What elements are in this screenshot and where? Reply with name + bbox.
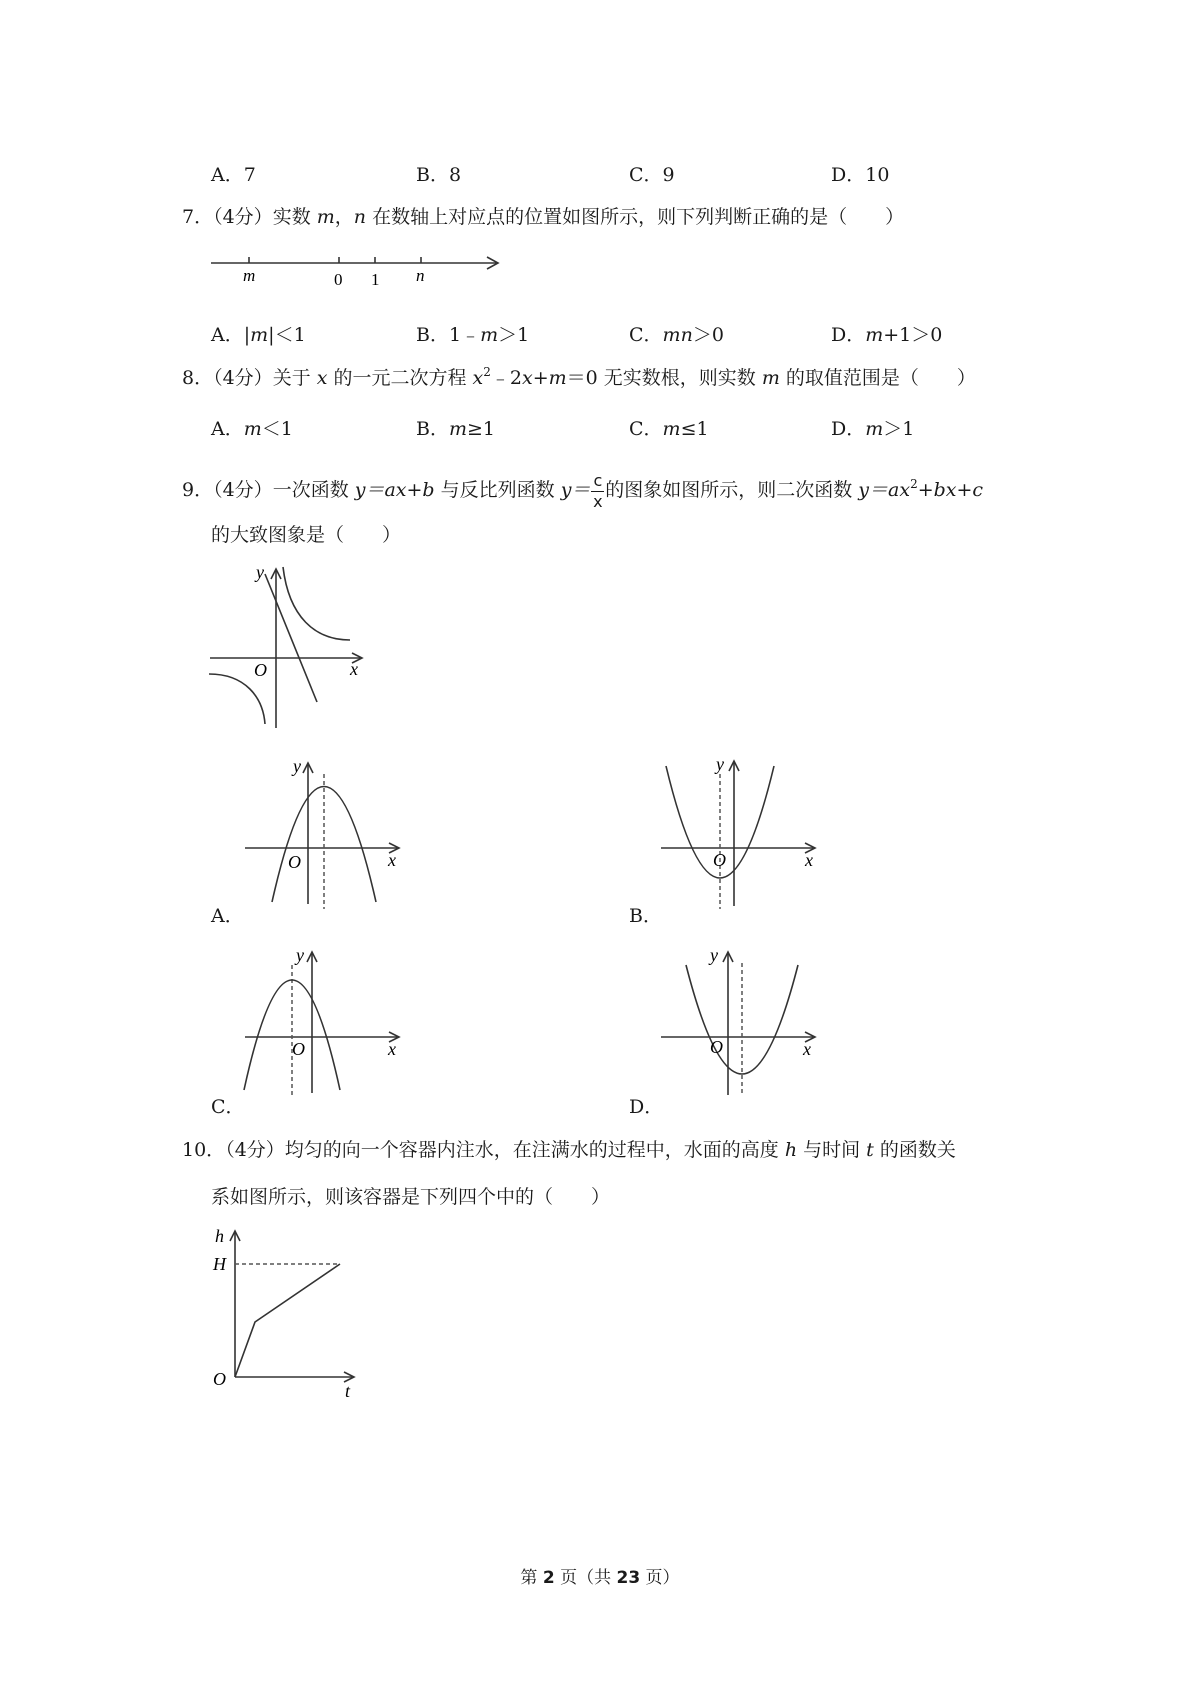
q8-score: （4分） <box>213 367 273 389</box>
q9-fraction <box>591 470 604 511</box>
q9-quadratic-function: y＝ax <box>858 479 911 501</box>
q8-eq-part: + <box>532 367 549 389</box>
option-prefix: B． <box>416 418 449 440</box>
origin-label: O <box>292 1039 305 1059</box>
q9-option-c-label: C． <box>211 1096 245 1118</box>
q9-main-figure <box>205 562 375 732</box>
q8-option-a <box>211 414 293 441</box>
x-label: x <box>803 1039 811 1059</box>
q8-eq-exponent: 2 <box>483 365 491 379</box>
q9-stem <box>182 464 983 510</box>
option-var: m <box>250 324 269 346</box>
option-expr: 1﹣ <box>448 324 481 346</box>
origin-label: O <box>710 1037 723 1057</box>
q9-stem-part: 一次函数 <box>272 479 355 501</box>
q8-var-x: x <box>316 367 328 389</box>
option-prefix: B． <box>416 324 449 346</box>
q9-stem-line2: 的大致图象是（ ） <box>211 524 402 546</box>
q6-option-a: A．7 <box>211 164 256 186</box>
y-label: y <box>716 754 724 774</box>
q7-option-c <box>629 320 724 347</box>
label-0: 0 <box>334 270 343 289</box>
q9-inverse-function: y＝ <box>560 479 591 501</box>
option-rel: ≤1 <box>680 418 709 440</box>
option-rel: ＜1 <box>261 418 293 440</box>
total-pages: 23 <box>616 1568 641 1588</box>
q9-stem-part: 与反比列函数 <box>434 479 561 501</box>
option-expr: |＜1 <box>268 324 306 346</box>
q10-var-h: h <box>784 1139 798 1161</box>
option-expr: | <box>243 324 251 346</box>
water-height-graph <box>235 1264 340 1377</box>
q10-var-t: t <box>866 1139 874 1161</box>
q8-stem-part: 关于 <box>272 367 317 389</box>
q9-option-c-graph <box>240 945 410 1105</box>
q8-stem-part: 的一元二次方程 <box>327 367 473 389</box>
q6-option-d: D．10 <box>831 164 890 186</box>
q9-quadratic-function: +bx+c <box>917 479 984 501</box>
q9-score: （4分） <box>213 479 273 501</box>
x-label: x <box>388 850 396 870</box>
q10-stem-part: 的函数关 <box>873 1139 956 1161</box>
q8-eq-part: ﹣2 <box>490 367 522 389</box>
hyperbola-branch-lower <box>209 674 265 724</box>
option-rel: ＞1 <box>883 418 915 440</box>
q7-option-d <box>831 320 942 347</box>
footer-text: 第 <box>520 1568 543 1588</box>
origin-label: O <box>213 1369 226 1389</box>
q7-stem <box>182 208 904 227</box>
x-label: x <box>388 1039 396 1059</box>
x-label: x <box>350 659 358 679</box>
option-var: m <box>448 418 467 440</box>
option-prefix: C． <box>629 418 663 440</box>
q10-stem <box>182 1141 956 1160</box>
q10-stem-part: 均匀的向一个容器内注水，在注满水的过程中，水面的高度 <box>284 1139 785 1161</box>
option-prefix: D． <box>831 324 866 346</box>
q7-var-m: m <box>316 206 335 228</box>
footer-text: 页（共 <box>554 1568 617 1588</box>
hyperbola-branch-upper <box>283 567 350 640</box>
H-label: H <box>213 1254 226 1274</box>
fraction-numerator: c <box>593 470 603 490</box>
option-expr: ＞0 <box>692 324 724 346</box>
option-var: m <box>662 418 681 440</box>
h-label: h <box>215 1226 224 1246</box>
y-label: y <box>710 945 718 965</box>
q9-linear-function: y＝ax+b <box>354 479 435 501</box>
q9-option-d-label: D． <box>629 1096 664 1118</box>
option-prefix: C． <box>629 324 663 346</box>
q8-number: 8． <box>182 367 214 389</box>
q8-eq-m: m <box>548 367 567 389</box>
q9-option-a-graph <box>240 754 410 914</box>
q8-eq-x: x <box>522 367 533 389</box>
q8-eq-x: x <box>472 367 484 389</box>
label-n: n <box>416 266 425 285</box>
y-label: y <box>256 562 264 582</box>
q9-option-d-graph <box>656 945 826 1105</box>
option-prefix: A． <box>211 418 244 440</box>
q7-stem-part: ， <box>334 206 354 228</box>
fraction-denominator: x <box>593 491 603 511</box>
q10-stem-part: 与时间 <box>797 1139 867 1161</box>
linear-function-line <box>265 574 317 702</box>
q7-stem-part: 在数轴上对应点的位置如图所示，则下列判断正确的是（ ） <box>366 206 905 228</box>
q10-height-time-figure <box>205 1222 375 1402</box>
q7-stem-part: 实数 <box>272 206 317 228</box>
label-m: m <box>243 266 256 285</box>
q6-option-c: C．9 <box>629 164 675 186</box>
q8-eq-part: ＝0 无实数根，则实数 <box>566 367 762 389</box>
q9-option-b-label: B． <box>629 905 662 927</box>
page-number: 2 <box>542 1568 555 1588</box>
q10-stem-line2: 系如图所示，则该容器是下列四个中的（ ） <box>211 1186 611 1208</box>
q7-number-line-figure <box>205 245 505 290</box>
option-var: m <box>480 324 499 346</box>
q7-number: 7． <box>182 206 214 228</box>
q9-number: 9． <box>182 479 214 501</box>
x-label: x <box>805 850 813 870</box>
y-label: y <box>293 756 301 776</box>
option-var: m <box>243 418 262 440</box>
q9-option-a-label: A． <box>211 905 244 927</box>
q9-stem-part: 的图象如图所示，则二次函数 <box>605 479 859 501</box>
y-label: y <box>296 945 304 965</box>
q6-option-b: B．8 <box>416 164 462 186</box>
q8-stem <box>182 366 976 388</box>
q7-var-n: n <box>353 206 367 228</box>
q7-option-b <box>416 320 529 347</box>
q9-option-b-graph <box>656 754 826 914</box>
q9-exponent: 2 <box>910 477 918 491</box>
q10-score: （4分） <box>225 1139 285 1161</box>
q8-option-b <box>416 414 495 441</box>
q8-stem-part: 的取值范围是（ ） <box>779 367 976 389</box>
option-expr: ＞1 <box>498 324 530 346</box>
origin-label: O <box>254 660 267 680</box>
q8-var-m: m <box>761 367 780 389</box>
option-prefix: D． <box>831 418 866 440</box>
origin-label: O <box>288 852 301 872</box>
label-1: 1 <box>371 270 380 289</box>
option-var: m <box>865 324 884 346</box>
footer-text: 页） <box>640 1568 680 1588</box>
page-footer <box>0 1563 1200 1588</box>
origin-label: O <box>713 850 726 870</box>
option-prefix: A． <box>211 324 244 346</box>
option-rel: ≥1 <box>467 418 496 440</box>
q7-score: （4分） <box>213 206 273 228</box>
q8-option-d <box>831 414 914 441</box>
option-expr: +1＞0 <box>883 324 943 346</box>
q8-option-c <box>629 414 709 441</box>
q7-option-a <box>211 320 306 347</box>
option-var: m <box>865 418 884 440</box>
option-var: mn <box>662 324 693 346</box>
t-label: t <box>345 1381 351 1401</box>
q10-number: 10． <box>182 1139 226 1161</box>
